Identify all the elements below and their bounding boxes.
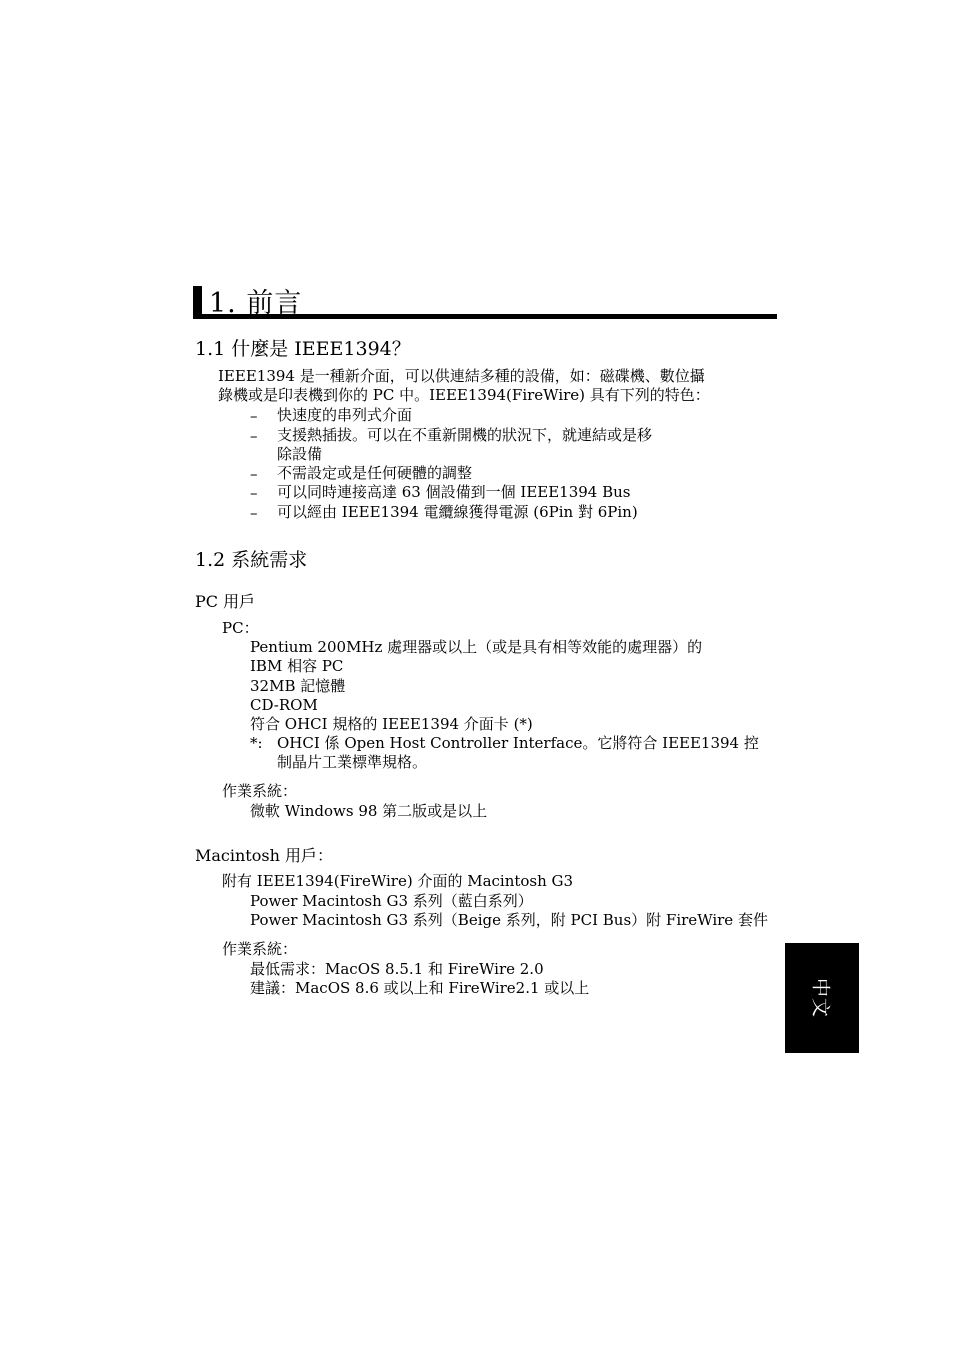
requirement-item: Pentium 200MHz 處理器或以上（或是具有相等效能的處理器）的 [250, 638, 703, 656]
bullet-dash: – [250, 484, 258, 502]
requirement-item: IBM 相容 PC [250, 657, 344, 675]
language-side-tab [785, 943, 859, 1053]
os-item: 微軟 Windows 98 第二版或是以上 [250, 802, 488, 820]
bullet-dash: – [250, 465, 258, 483]
language-tab-label: 中文 [809, 977, 832, 1019]
requirement-item: 符合 OHCI 規格的 IEEE1394 介面卡 (*) [250, 715, 533, 733]
mac-users-heading: Macintosh 用戶： [195, 846, 333, 865]
bullet-item: 支援熱插拔。可以在不重新開機的狀況下，就連結或是移 [277, 426, 653, 444]
bullet-item: 可以經由 IEEE1394 電纜線獲得電源 (6Pin 對 6Pin) [277, 503, 638, 521]
section-heading-1-1: 1.1 什麼是 IEEE1394？ [195, 338, 411, 360]
pc-os-label: 作業系統： [222, 782, 298, 800]
bullet-dash: – [250, 427, 258, 445]
mac-model-item: Power Macintosh G3 系列（藍白系列） [250, 892, 533, 910]
chapter-title: 1. 前言 [209, 288, 303, 319]
bullet-dash: – [250, 504, 258, 522]
note-mark: *: [250, 734, 263, 752]
pc-label: PC： [222, 619, 259, 637]
intro-line: 錄機或是印表機到你的 PC 中。IEEE1394(FireWire) 具有下列的特色： [218, 386, 710, 404]
bullet-item: 快速度的串列式介面 [277, 406, 413, 424]
bullet-item: 不需設定或是任何硬體的調整 [277, 464, 473, 482]
pc-users-heading: PC 用戶 [195, 592, 256, 611]
os-item: 建議：MacOS 8.6 或以上和 FireWire2.1 或以上 [250, 979, 590, 997]
mac-models-label: 附有 IEEE1394(FireWire) 介面的 Macintosh G3 [222, 872, 574, 890]
intro-line: IEEE1394 是一種新介面，可以供連結多種的設備，如：磁碟機、數位攝 [218, 367, 705, 385]
requirement-item: 32MB 記憶體 [250, 677, 346, 695]
os-item: 最低需求：MacOS 8.5.1 和 FireWire 2.0 [250, 960, 544, 978]
mac-os-label: 作業系統： [222, 940, 298, 958]
requirement-item: CD-ROM [250, 696, 318, 714]
bullet-dash: – [250, 407, 258, 425]
note-text: OHCI 係 Open Host Controller Interface。它將符合 IEEE1394 控 [277, 734, 759, 752]
note-text-continued: 制晶片工業標準規格。 [277, 753, 428, 771]
section-heading-1-2: 1.2 系統需求 [195, 549, 308, 571]
bullet-item: 可以同時連接高達 63 個設備到一個 IEEE1394 Bus [277, 483, 631, 501]
mac-model-item: Power Macintosh G3 系列（Beige 系列，附 PCI Bus）附 FireWire 套件 [250, 911, 768, 929]
bullet-item-continued: 除設備 [277, 445, 323, 463]
